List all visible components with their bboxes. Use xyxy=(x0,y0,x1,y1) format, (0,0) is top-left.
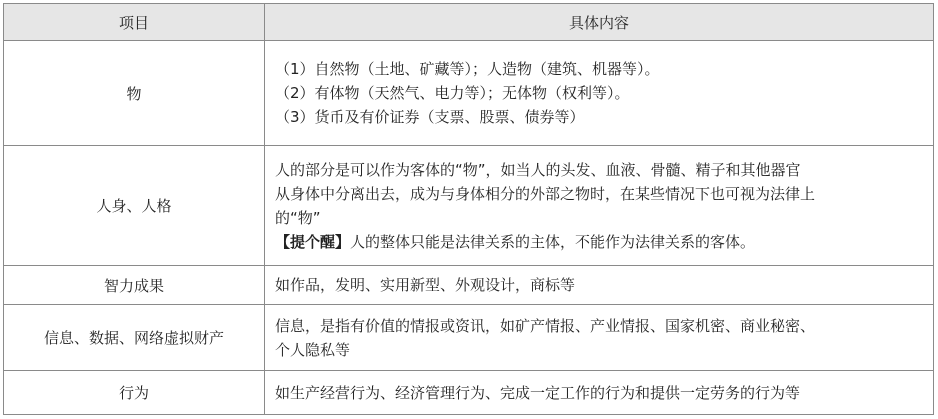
table-row xyxy=(4,305,934,371)
table-row xyxy=(4,146,934,266)
tip-bracket-open: 【 xyxy=(275,232,291,251)
row-item: 人身、人格 xyxy=(4,146,265,266)
content-line: 的“物” xyxy=(275,208,321,227)
content-line: 从身体中分离出去，成为与身体相分的外部之物时，在某些情况下也可视为法律上 xyxy=(275,184,816,203)
header-row xyxy=(4,4,934,41)
row-item: 智力成果 xyxy=(4,266,265,305)
content-line: （3）货币及有价证券（支票、股票、债券等） xyxy=(275,108,585,126)
tip-label: 提个醒 xyxy=(290,232,336,251)
tip-text: 人的整体只能是法律关系的主体，不能作为法律关系的客体。 xyxy=(350,232,756,251)
header-item: 项目 xyxy=(4,4,265,41)
table-row xyxy=(4,266,934,305)
row-content xyxy=(265,305,934,371)
content-line: 如生产经营行为、经济管理行为、完成一定工作的行为和提供一定劳务的行为等 xyxy=(275,383,801,402)
row-content xyxy=(265,371,934,415)
tip-bracket-close: 】 xyxy=(335,232,351,251)
table-row xyxy=(4,371,934,415)
content-line: （2）有体物（天然气、电力等）；无体物（权利等）。 xyxy=(275,84,630,102)
content-line: 如作品，发明、实用新型、外观设计，商标等 xyxy=(275,276,576,294)
row-content xyxy=(265,146,934,266)
table-row xyxy=(4,41,934,146)
content-line: 信息，是指有价值的情报或资讯，如矿产情报、产业情报、国家机密、商业秘密、 xyxy=(275,316,816,335)
content-line: （1）自然物（土地、矿藏等）；人造物（建筑、机器等）。 xyxy=(275,60,660,78)
row-item: 行为 xyxy=(4,371,265,415)
header-content: 具体内容 xyxy=(265,4,934,41)
tip-line xyxy=(275,230,923,254)
content-line: 人的部分是可以作为客体的“物”，如当人的头发、血液、骨髓、精子和其他器官 xyxy=(275,160,801,179)
content-table xyxy=(3,3,934,415)
row-content xyxy=(265,41,934,146)
row-item: 物 xyxy=(4,41,265,146)
row-content xyxy=(265,266,934,305)
content-line: 个人隐私等 xyxy=(275,340,351,359)
row-item: 信息、数据、网络虚拟财产 xyxy=(4,305,265,371)
